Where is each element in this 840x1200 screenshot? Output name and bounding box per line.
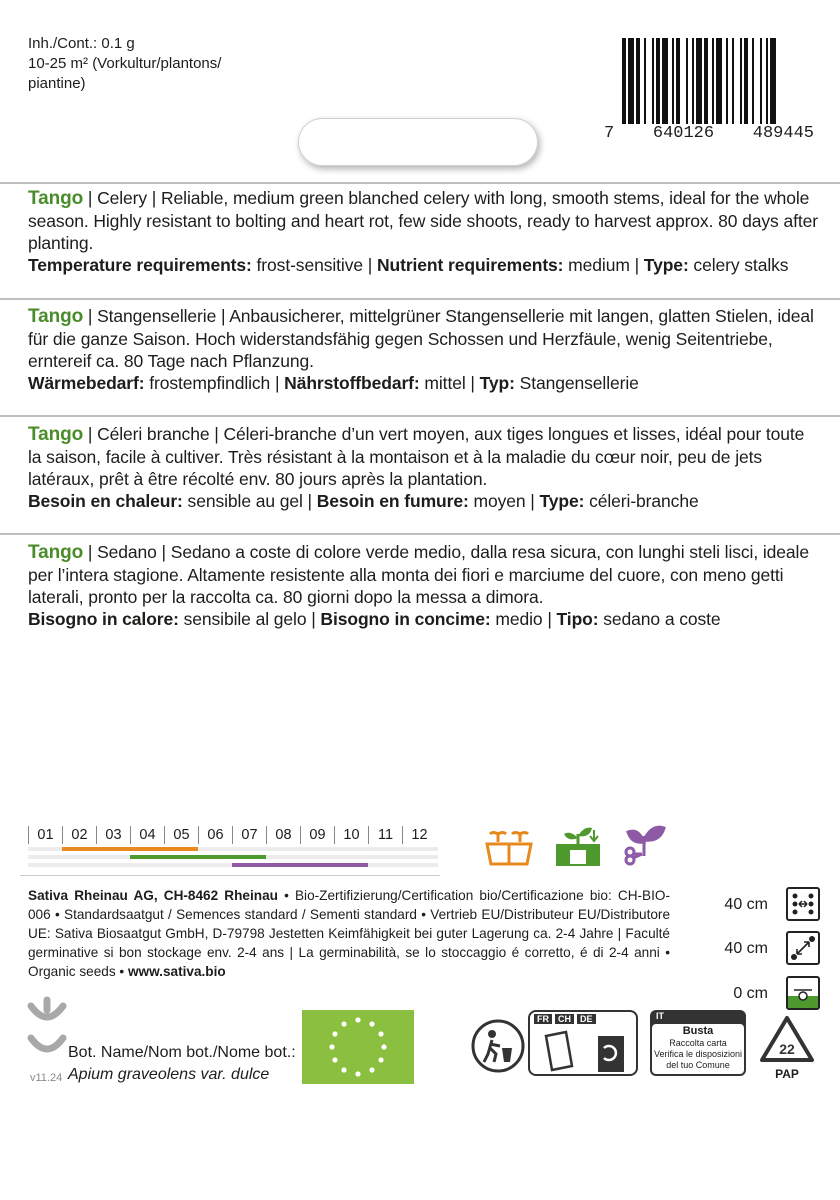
req-label: Bisogno in concime: [320,609,491,629]
planting-bar [130,855,266,859]
barcode-bar [760,38,762,124]
req-label: Temperature requirements: [28,255,252,275]
req-label: Nutrient requirements: [376,255,564,275]
barcode-bar [716,38,722,124]
row-spacing-icon [786,887,820,921]
barcode-digit-left: 640126 [652,124,715,143]
sowing-depth [690,976,820,1012]
req-value: céleri-branche [584,491,699,511]
botanical-name [68,1042,296,1086]
req-label: Tipo: [556,609,599,629]
req-label: Nährstoffbedarf: [284,373,420,393]
req-value: moyen | [468,491,540,511]
it-text: del tuo Comune [666,1060,730,1070]
plant-spacing-icon [786,931,820,965]
month-label: 09 [300,826,334,844]
barcode-digit-prefix: 7 [604,124,615,143]
req-value: frostempfindlich | [144,373,285,393]
harvest-scissors-icon [622,822,666,868]
pap-label: PAP [775,1067,799,1081]
website-link[interactable]: www.sativa.bio [127,964,226,979]
hang-hole [298,118,538,166]
req-value: celery stalks [688,255,789,275]
version-label: v11.24 [30,1072,63,1084]
req-label: Besoin en fumure: [316,491,469,511]
barcode-digit-right: 489445 [752,124,814,143]
month-label: 02 [62,826,96,844]
month-label: 07 [232,826,266,844]
req-label: Wärmebedarf: [28,373,145,393]
barcode-bar [692,38,694,124]
barcode-bars [622,38,812,124]
row-spacing [690,887,820,923]
coverage-area-cont: piantine) [28,75,86,92]
req-label: Type: [539,491,585,511]
it-title: Busta [682,1025,714,1037]
month-label: 08 [266,826,300,844]
barcode-bar [740,38,742,124]
package-contents [28,34,268,94]
barcode-bar [770,38,776,124]
barcode-bar [752,38,754,124]
req-value: sensible au gel | [182,491,317,511]
month-label: 01 [28,826,62,844]
eu-organic-logo-icon [302,1010,414,1084]
calendar-months [28,826,438,844]
sowing-depth-value: 0 cm [733,985,768,1002]
req-value: medium | [563,255,644,275]
description-text: | Céleri branche | Céleri-branche d’un vert moyen, aux tiges longues et lisses, idéal pour toute la saison, facile à cultiver. Très résistant à la montaison et à la maladie du cœur noir, peu de jets latéraux, prêt à être récolté env. 80 jours après la plantation. [28,424,805,489]
divider [0,415,840,417]
req-value: sedano a coste [598,609,721,629]
barcode-bar [628,38,634,124]
req-value: medio | [490,609,557,629]
barcode-bar [636,38,640,124]
description-fr [28,423,818,512]
pap-number: 22 [779,1041,795,1057]
month-label: 11 [368,826,402,844]
barcode-bar [686,38,688,124]
row-spacing-value: 40 cm [724,896,768,913]
divider [0,533,840,535]
requirements [28,254,818,276]
description-en [28,187,818,276]
month-label: 03 [96,826,130,844]
coverage-area: 10-25 m² (Vorkultur/plantons/ [28,55,222,72]
country-code: CH [555,1014,574,1024]
req-label: Bisogno in calore: [28,609,179,629]
italian-recycling-label [650,1010,746,1076]
req-label: Type: [643,255,689,275]
certification-text: • Bio-Zertifizierung/Certification bio/Certificazione bio: CH-BIO-006 • Standardsaatgut / Semences standard / Sementi standard • Vertrieb EU/Distributeur EU/Distributore UE: Sativa Biosaatgut GmbH, D-79798 Jestetten Keimfähigkeit bei guter Lagerung ca. 2-4 Jahre | Faculté germinative si bon stockage env. 2-4 ans | La germinabilità, se lo stoccaggio é corretto, é di 2-4 anni • Organic seeds • [28,888,670,979]
pap-recycling-icon [756,1014,818,1080]
barcode-bar [744,38,748,124]
variety-name: Tango [28,188,84,209]
divider [0,298,840,300]
req-label: Besoin en chaleur: [28,491,183,511]
barcode-bar [622,38,626,124]
italy-code: IT [656,1011,664,1021]
month-label: 12 [402,826,436,844]
req-value: Stangensellerie [514,373,639,393]
barcode-bar [662,38,668,124]
country-code: DE [577,1014,596,1024]
plant-spacing-value: 40 cm [724,940,768,957]
barcode-bar [732,38,734,124]
barcode-bar [726,38,728,124]
divider [0,182,840,184]
req-value: mittel | [419,373,480,393]
req-value: frost-sensitive | [251,255,377,275]
cultivation-calendar [28,826,438,869]
barcode-bar [644,38,646,124]
divider [20,875,440,876]
barcode-bar [712,38,714,124]
description-text: | Celery | Reliable, medium green blanched celery with long, smooth stems, ideal for the whole season. Highly resistant to bolting and heart rot, few side shoots, ready to harvest approx. 80 days after planting. [28,188,818,253]
harvest-bar [232,863,368,867]
botanical-latin: Apium graveolens var. dulce [68,1066,270,1083]
it-text: Raccolta carta [669,1038,727,1048]
month-label: 06 [198,826,232,844]
sativa-logo-icon [26,996,68,1066]
barcode-bar [766,38,768,124]
seed-tray-icon [484,826,534,868]
company-name: Sativa Rheinau AG, CH-8462 Rheinau [28,888,278,903]
variety-name: Tango [28,306,84,327]
triman-recycling-label [528,1010,638,1076]
barcode [604,38,814,148]
month-label: 04 [130,826,164,844]
tidyman-icon [470,1018,526,1074]
barcode-bar [676,38,680,124]
description-text: | Sedano | Sedano a coste di colore verde medio, dalla resa sicura, con lunghi steli lisci, ideale per l’intera stagione. Altamente resistente alla monta dei fiori e marciume del cuore, con meno getti laterali, pronto per la raccolta ca. 80 giorni dopo la messa a dimora. [28,542,809,607]
month-label: 10 [334,826,368,844]
barcode-bar [696,38,702,124]
calendar-track [28,847,438,869]
plant-spacing [690,931,820,967]
requirements [28,608,818,630]
req-value: sensibile al gelo | [178,609,321,629]
botanical-label: Bot. Name/Nom bot./Nome bot.: [68,1044,296,1061]
sowing-depth-icon [786,976,820,1010]
country-code: FR [534,1014,552,1024]
req-label: Typ: [479,373,515,393]
requirements [28,490,818,512]
barcode-bar [672,38,674,124]
description-it [28,541,818,630]
barcode-number [604,124,814,143]
sowing-bar [62,847,198,851]
variety-name: Tango [28,542,84,563]
barcode-bar [704,38,708,124]
contents-weight: Inh./Cont.: 0.1 g [28,35,135,52]
variety-name: Tango [28,424,84,445]
it-text: Verifica le disposizioni [653,1049,743,1059]
month-label: 05 [164,826,198,844]
barcode-bar [656,38,660,124]
transplant-icon [554,824,602,868]
requirements [28,372,818,394]
barcode-bar [652,38,654,124]
description-de [28,305,818,394]
description-text: | Stangensellerie | Anbausicherer, mittelgrüner Stangensellerie mit langen, glatten Stielen, ideal für die ganze Saison. Hoch widerstandsfähig gegen Schossen und Herzfäule, wenig Seitentriebe, erntereif ca. 80 Tage nach Pflanzung. [28,306,814,371]
company-info [28,886,670,981]
